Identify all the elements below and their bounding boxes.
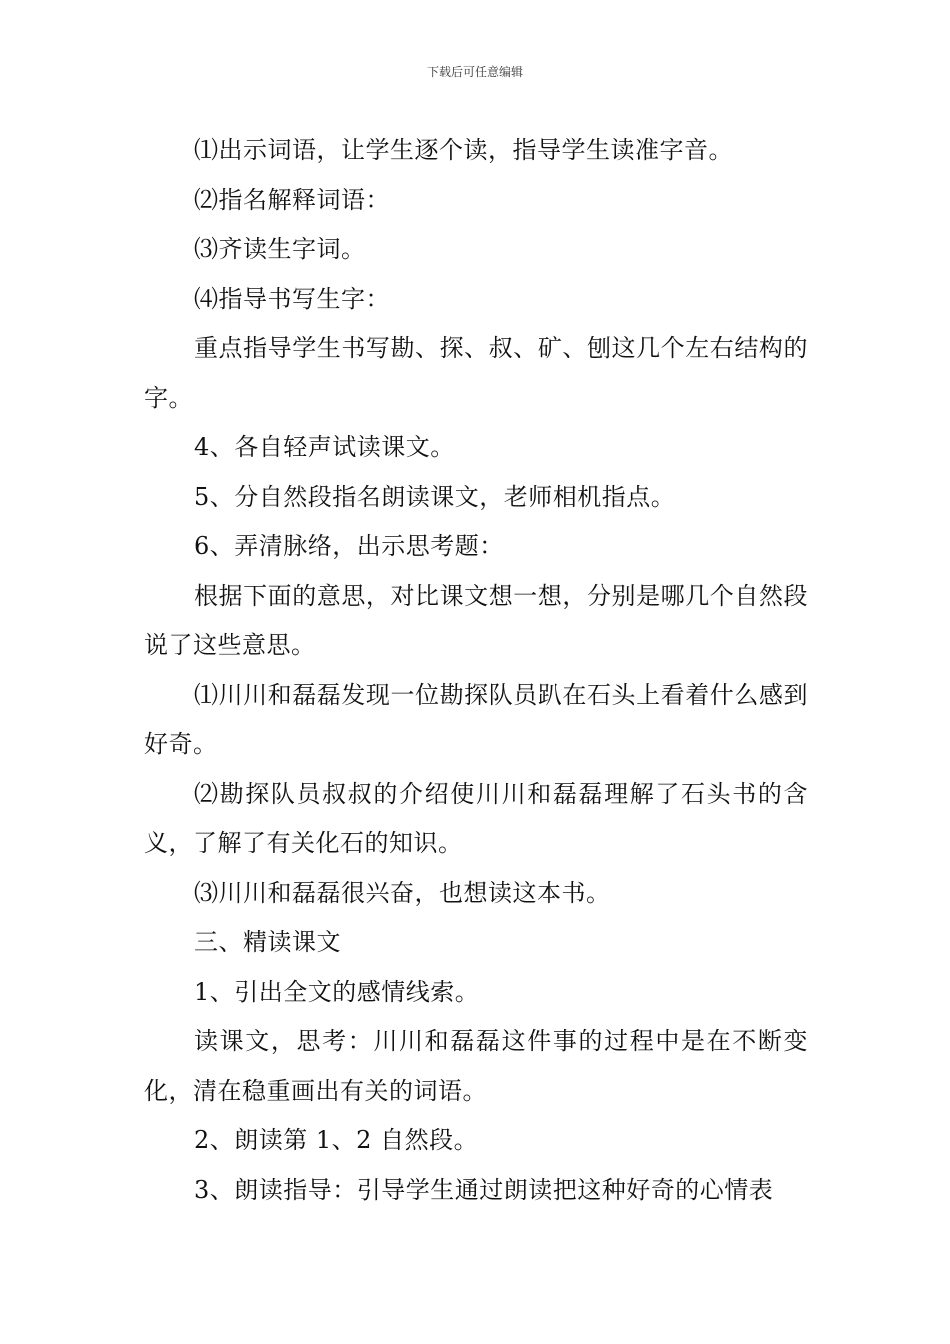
paragraph: ⑶川川和磊磊很兴奋，也想读这本书。 xyxy=(194,878,611,907)
paragraph: 4、各自轻声试读课文。 xyxy=(194,433,455,461)
paragraph: 重点指导学生书写勘、探、叔、矿、刨这几个左右结构的字。 xyxy=(144,334,808,412)
paragraph: 5、分自然段指名朗读课文，老师相机指点。 xyxy=(194,482,676,511)
paragraph: ⑴川川和磊磊发现一位勘探队员趴在石头上看着什么感到好奇。 xyxy=(144,680,808,758)
paragraph: 读课文，思考：川川和磊磊这件事的过程中是在不断变化，清在稳重画出有关的词语。 xyxy=(144,1027,808,1105)
paragraph: 1、引出全文的感情线索。 xyxy=(194,977,480,1006)
paragraph: ⑵勘探队员叔叔的介绍使川川和磊磊理解了石头书的含义，了解了有关化石的知识。 xyxy=(144,779,808,857)
paragraph: ⑴出示词语，让学生逐个读，指导学生读准字音。 xyxy=(194,136,733,164)
paragraph: 3、朗读指导：引导学生通过朗读把这种好奇的心情表 xyxy=(194,1175,774,1204)
document-body xyxy=(144,126,808,1215)
section-heading: 三、精读课文 xyxy=(194,928,341,956)
page-header: 下载后可任意编辑 xyxy=(426,65,523,79)
paragraph: ⑵指名解释词语： xyxy=(194,185,390,214)
paragraph: 根据下面的意思，对比课文想一想，分别是哪几个自然段说了这些意思。 xyxy=(144,581,808,659)
paragraph: 2、朗读第 1、2 自然段。 xyxy=(194,1126,479,1154)
paragraph: ⑶齐读生字词。 xyxy=(194,235,366,263)
paragraph: 6、弄清脉络，出示思考题： xyxy=(194,532,504,560)
paragraph: ⑷指导书写生字： xyxy=(194,284,390,313)
